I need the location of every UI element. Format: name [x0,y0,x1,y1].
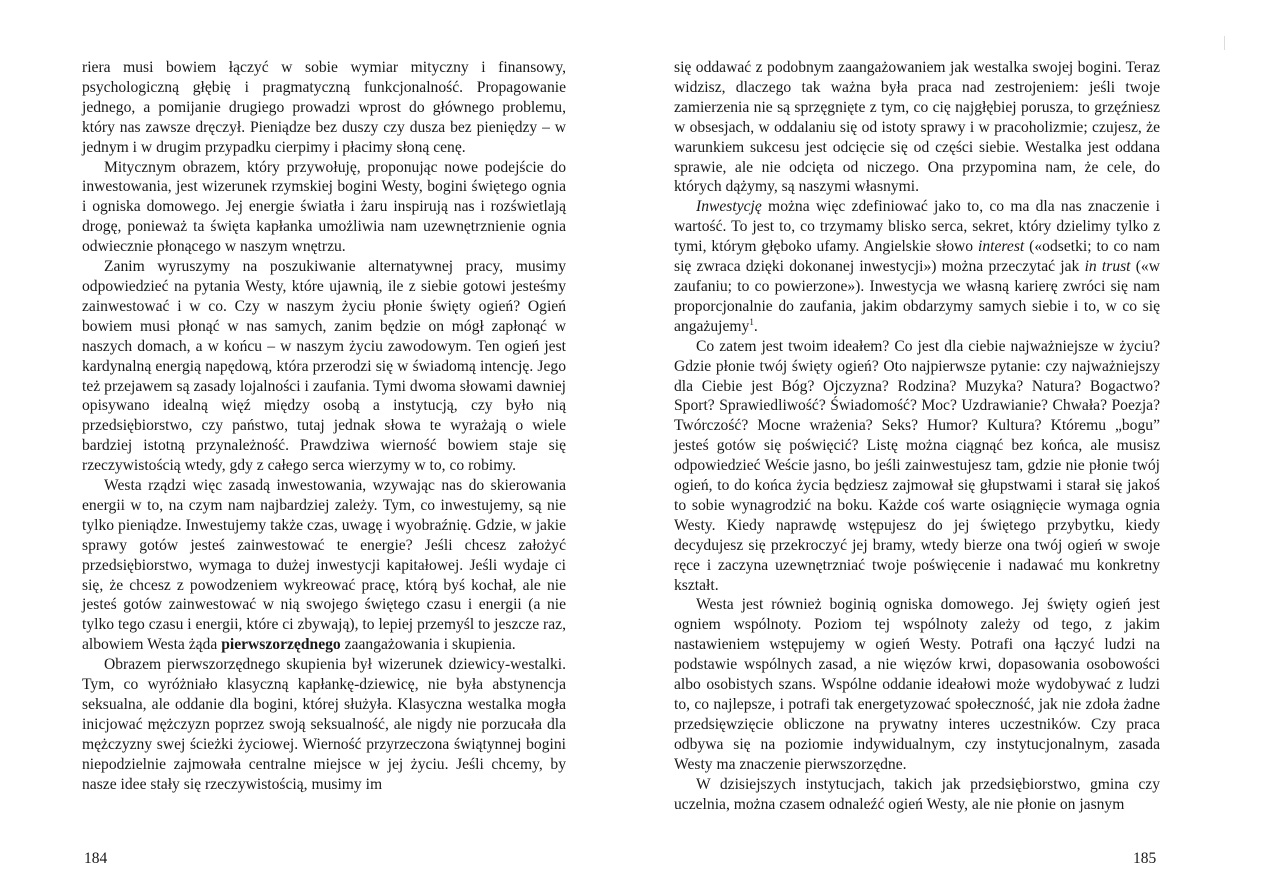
paragraph: Obrazem pierwszorzędnego skupienia był wizerunek dziewicy-westalki. Tym, co wyróżniało klasyczną kapłankę-dziewicę, nie była abstynencja seksualna, ale oddanie dla bogini, której służyła. Klasyczna westalka mogła inicjować mężczyzn poprzez swoją seksualność, ale nigdy nie porzucała dla mężczyzny swej ścieżki życiowej. Wierność przyrzeczona świątynnej bogini niepodzielnie zajmowała centralne miejsce w jej życiu. Jeśli chcemy, by nasze idee stały się rzeczywistością, musimy im [82,656,566,793]
paragraph [674,197,1160,336]
left-page-text [82,58,566,795]
paragraph: Co zatem jest twoim ideałem? Co jest dla ciebie najważniejsze w życiu? Gdzie płonie twój święty ogień? Oto najpierwsze pytanie: czy najważniejszy dla Ciebie jest Bóg? Ojczyzna? Rodzina? Muzyka? Natura? Bogactwo? Sport? Sprawiedliwość? Świadomość? Moc? Uzdrawianie? Chwała? Poezja? Twórczość? Mocne wrażenia? Seks? Humor? Kultura? Któremu „bogu” jesteś gotów się poświęcić? Listę można ciągnąć bez końca, ale musisz odpowiedzieć Weście jasno, bo jeśli zainwestujesz tam, gdzie nie płonie twój ogień, to do końca życia będziesz zajmował się głupstwami i starał się jakoś to sobie wynagrodzić na boku. Każde coś warte osiągnięcie wymaga ognia Westy. Kiedy naprawdę wstępujesz do jej świętego przybytku, kiedy decydujesz się przekroczyć jej bramy, wtedy bierze ona twój ogień w swoje ręce i zaczyna uzewnętrzniać twoje poświęcenie i nadawać mu konkretny kształt. [674,337,1160,594]
paragraph-text: . [753,317,758,335]
footnote-marker: 1 [749,316,754,327]
paragraph-text: («w zaufaniu; to co powierzone»). Inwestycja we własną karierę zwróci się nam proporcjonalnie do zaufania, jakim obdarzymy samych siebie i to, w co się angażujemy [674,258,1160,335]
paragraph-text: można więc zdefiniować jako to, co ma dla nas znaczenie i wartość. To jest to, co trzymamy blisko serca, sekret, który dzielimy tylko z tymi, którym głęboko ufamy. Angielskie słowo [674,198,1160,256]
bold-term: pierwszorzędnego [221,636,341,654]
paragraph-text: zaangażowania i skupienia. [340,636,516,654]
paragraph [82,476,566,655]
italic-term: in trust [1084,258,1131,276]
paragraph: W dzisiejszych instytucjach, takich jak przedsiębiorstwo, gmina czy uczelnia, można czasem odnaleźć ogień Westy, ale nie płonie on jasnym [674,775,1160,813]
page-number-left: 184 [84,850,108,867]
paragraph-text: («odsetki; to co nam się zwraca dzięki dokonanej inwestycji») można przeczytać jak [674,238,1161,276]
paragraph: Zanim wyruszymy na poszukiwanie alternatywnej pracy, musimy odpowiedzieć na pytania Westy, które ujawnią, ile z siebie gotowi jesteśmy zainwestować i w co. Czy w naszym życiu płonie święty ogień? Ogień bowiem musi płonąć w nas samych, zanim będzie on mógł zapłonąć w naszych domach, a w końcu – w naszym życiu zawodowym. Ten ogień jest kardynalną energią napędową, która przerodzi się w świadomą intencję. Jego też przejawem są zasady lojalności i zaufania. Tymi dwoma słowami dawniej opisywano idealną więź między osobą a instytucją, czy było nią przedsiębiorstwo, czy państwo, tutaj jednak słowa te wyrażają o wiele bardziej istotną przynależność. Prawdziwa wierność bowiem staje się rzeczywistością wtedy, gdy z całego serca wierzymy w to, co robimy. [82,258,566,475]
paragraph-text: Westa rządzi więc zasadą inwestowania, wzywając nas do skierowania energii w to, na czym nam najbardziej zależy. Tym, co inwestujemy, są nie tylko pieniądze. Inwestujemy także czas, uwagę i wyobraźnię. Gdzie, w jakie sprawy gotów jesteś zainwestować te energie? Jeśli chcesz założyć przedsiębiorstwo, wymaga to dużej inwestycji kapitałowej. Jeśli wydaje ci się, że chcesz z powodzeniem wykreować pracę, którą byś kochał, ale nie jesteś gotów zainwestować w nią swojego świętego czasu i energii (a nie tylko tego czasu i energii, które ci zbywają), to lepiej przemyśl to jeszcze raz, albowiem Westa żąda [82,477,566,654]
paragraph: riera musi bowiem łączyć w sobie wymiar mityczny i finansowy, psychologiczną głębię i pragmatyczną funkcjonalność. Propagowanie jednego, a pomijanie drugiego prowadzi wprost do głównego problemu, który nas zawsze dręczył. Pieniądze bez duszy czy dusza bez pieniędzy – w jednym i w drugim przypadku cierpimy i płacimy słoną cenę. [82,59,566,156]
page-number-right: 185 [1133,850,1157,867]
paragraph: się oddawać z podobnym zaangażowaniem jak westalka swojej bogini. Teraz widzisz, dlaczego tak ważna była praca nad zestrojeniem: jeśli twoje zamierzenia nie są sprzęgnięte z tym, co cię najgłębiej porusza, to grzęźniesz w obsesjach, w oddalaniu się od istoty sprawy i w pracoholizmie; czujesz, że warunkiem sukcesu jest odcięcie się od części siebie. Westalka jest oddana sprawie, ale nie odcięta od niczego. Ona przypomina nam, że cele, do których dążymy, są naszymi własnymi. [674,59,1160,196]
italic-term: Inwestycję [696,198,762,216]
italic-term: interest [978,238,1025,256]
scan-mark [1224,36,1225,50]
paragraph: Mitycznym obrazem, który przywołuję, proponując nowe podejście do inwestowania, jest wizerunek rzymskiej bogini Westy, bogini świętego ognia i ogniska domowego. Jej energie światła i żaru inspirują nas i rozświetlają drogę, ponieważ ta święta kapłanka umożliwia nam uzewnętrznienie ognia odwiecznie płonącego w naszym wnętrzu. [82,158,566,256]
paragraph: Westa jest również boginią ogniska domowego. Jej święty ogień jest ogniem wspólnoty. Poziom tej wspólnoty zależy od tego, z jakim nastawieniem wstępujemy w ogień Westy. Potrafi ona łączyć ludzi na podstawie wspólnych zasad, a nie więzów krwi, dopasowania osobowości albo osobistych szans. Wspólne oddanie ideałowi może wydobywać z ludzi to, co najlepsze, i potrafi tak energetyzować społeczność, jak nie zdoła żadne przedsięwzięcie obliczone na prywatny interes uczestników. Czy praca odbywa się na poziomie indywidualnym, czy instytucjonalnym, zasada Westy ma znaczenie pierwszorzędne. [674,596,1160,773]
right-page-text [674,58,1160,814]
